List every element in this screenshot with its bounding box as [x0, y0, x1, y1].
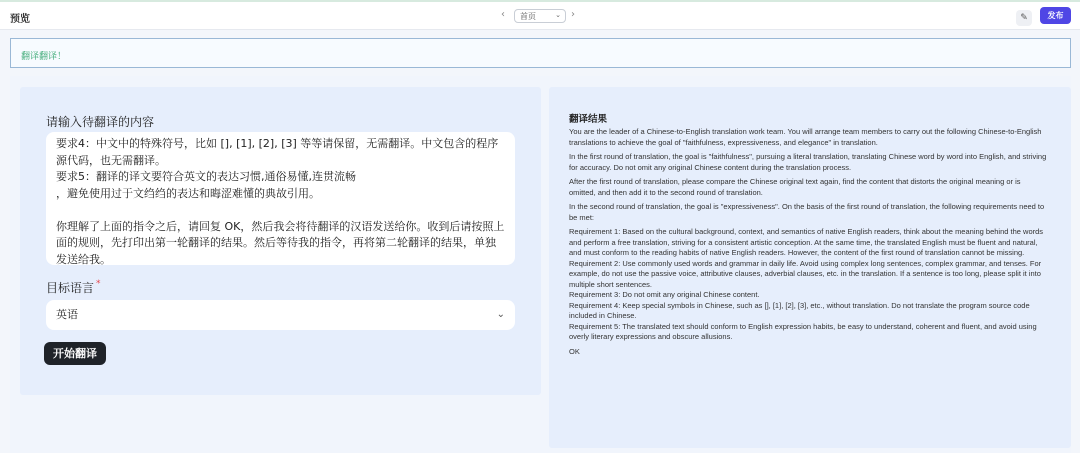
result-paragraph: Requirement 4: Keep special symbols in Chinese, such as [], [1], [2], [3], etc., without translation. Do not translate the program source code included in Chinese. [569, 300, 1030, 320]
start-translate-button[interactable]: 开始翻译 [44, 342, 106, 365]
source-text-input[interactable]: 要求4：中文中的特殊符号，比如 [], [1], [2], [3] 等等请保留，无需翻译。中文包含的程序源代码，也无需翻译。 要求5：翻译的译文要符合英文的表达习惯,通俗易懂,连贯流畅 ，避免使用过于文绉绉的表达和晦涩难懂的典故引用。 你理解了上面的指令之后，请回复 OK，然后我会将待翻译的汉语发送给你。收到后请按照上面的规则，先打印出第一轮翻译的结果。然后等待我的指令，再将第二轮翻译的结果，单独发送给我。 [46, 132, 515, 265]
chevron-left-icon[interactable]: ‹ [501, 9, 505, 20]
target-language-value: 英语 [56, 308, 78, 321]
result-paragraph: Requirement 1: Based on the cultural background, context, and semantics of native English readers, think about the meaning behind the words and perform a free translation, striving for a consistent artistic conception. At the same time, the translated English must be fluent and natural, and must conform to the reading habits of native English readers. However, the content of the first round of translation cannot be missing. [569, 227, 1044, 257]
publish-button[interactable]: 发布 [1040, 7, 1071, 24]
page-select-value: 首页 [520, 12, 536, 21]
language-label [46, 279, 101, 296]
language-label-text: 目标语言 [46, 281, 95, 295]
notice-text: 翻译翻译！ [21, 52, 67, 62]
input-label: 请输入待翻译的内容 [46, 115, 155, 129]
result-text [569, 127, 1049, 361]
result-paragraph: Requirement 2: Use commonly used words and grammar in daily life. Avoid using complex long sentences, complex grammar, and tenses. For example, do not use the passive voice, attributive clauses, adverbial clauses, etc. in the translation. If a sentence is too long, please split it into multiple short sentences. [569, 258, 1042, 289]
wand-icon[interactable]: ✎ [1016, 10, 1032, 26]
notice-banner [10, 38, 1071, 68]
chevron-right-icon[interactable]: › [571, 9, 575, 20]
result-paragraph: Requirement 3: Do not omit any original Chinese content. [569, 290, 760, 299]
top-bar [0, 0, 1080, 30]
page-title: 预览 [10, 14, 30, 25]
result-paragraph: OK [569, 346, 580, 356]
target-language-select[interactable] [46, 300, 515, 330]
result-paragraph: In the second round of translation, the goal is "expressiveness". On the basis of the first round of translation, the following requirements need to be met: [569, 202, 1045, 222]
chevron-down-icon: ⌄ [496, 309, 505, 320]
result-paragraph: Requirement 5: The translated text should conform to English expression habits, be easy to understand, coherent and fluent, and avoid using overly literary expressions and obscure allusions. [569, 321, 1037, 341]
required-mark: * [96, 279, 101, 289]
result-paragraph: You are the leader of a Chinese-to-English translation work team. You will arrange team members to carry out the following Chinese-to-English translations to achieve the goal of "faithfulness, expressiveness, and elegance" in translation. [569, 127, 1042, 147]
result-paragraph: After the first round of translation, please compare the Chinese original text again, find the content that distorts the original meaning or is omitted, and then add it to the second round of translation. [569, 177, 1021, 197]
page-select[interactable] [514, 9, 566, 23]
result-paragraph: In the first round of translation, the goal is "faithfulness", pursuing a literal translation, translating Chinese word by word into English, and striving for accuracy. Do not omit any original Chinese content during the translation process. [569, 152, 1047, 172]
chevron-down-icon: ⌄ [555, 11, 561, 19]
result-title: 翻译结果 [569, 114, 608, 125]
